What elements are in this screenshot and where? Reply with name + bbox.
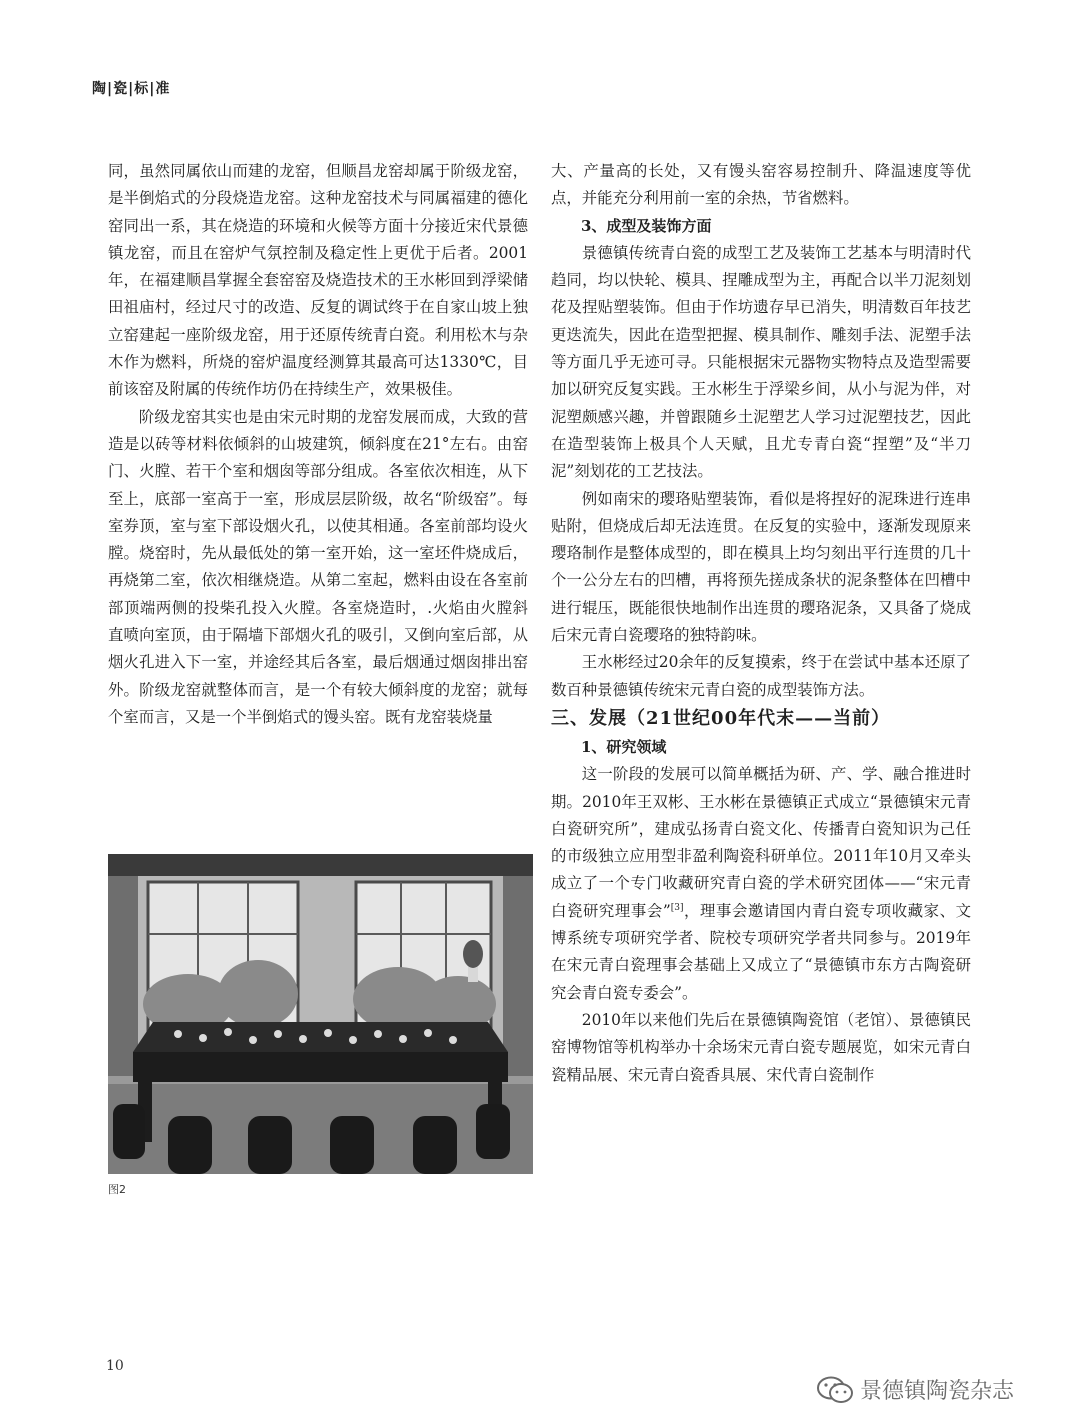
paragraph: 同，虽然同属依山而建的龙窑，但顺昌龙窑却属于阶级龙窑，是半倒焰式的分段烧造龙窑。这种龙窑技术与同属福建的德化窑同出一系，其在烧造的环境和火候等方面十分接近宋代景德镇龙窑，而且在窑炉气氛控制及稳定性上更优于后者。2001年，在福建顺昌掌握全套窑窑及烧造技术的王水彬回到浮梁储田祖庙村，经过尺寸的改造、反复的调试终于在自家山坡上独立窑建起一座阶级龙窑，用于还原传统青白瓷。利用松木与杂木作为燃料，所烧的窑炉温度经测算其最高可达1330℃，目前该窑及附属的传统作坊仍在持续生产，效果极佳。 [108,162,528,399]
paragraph: 阶级龙窑其实也是由宋元时期的龙窑发展而成，大致的营造是以砖等材料依倾斜的山坡建筑，倾斜度在21°左右。由窑门、火膛、若干个室和烟囱等部分组成。各室依次相连，从下至上，底部一室高于一室，形成层层阶级，故名“阶级窑”。每室券顶，室与室下部设烟火孔，以使其相通。各室前部均设火膛。烧窑时，先从最低处的第一室开始，这一室坯件烧成后，再烧第二室，依次相继烧造。从第二室起，燃料由设在各室前部顶端两侧的投柴孔投入火膛。各室烧造时，.火焰由火膛斜直喷向室顶，由于隔墙下部烟火孔的吸引，又倒向室后部，从烟火孔进入下一室，并途经其后各室，最后烟通过烟囱排出窑外。阶级龙窑就整体而言，是一个有较大倾斜度的龙窑；就每个室而言，又是一个半倒焰式的馒头窑。既有龙窑装烧量 [108,407,528,726]
paragraph-text: ，理事会邀请国内青白瓷专项收藏家、文博系统专项研究学者、院校专项研究学者共同参与。2019年在宋元青白瓷理事会基础上又成立了“景德镇市东方古陶瓷研究会青白瓷专委会”。 [551,901,971,1002]
paragraph: 大、产量高的长处，又有馒头窑容易控制升、降温速度等优点，并能充分利用前一室的余热，节省燃料。 [551,162,971,208]
page-number: 10 [106,1358,124,1374]
figure-photo [108,854,533,1174]
running-header: 陶|瓷|标|准 [92,81,171,97]
paragraph: 景德镇传统青白瓷的成型工艺及装饰工艺基本与明清时代趋同，均以快轮、模具、捏雕成型为主，再配合以半刀泥刻划花及捏贴塑装饰。但由于作坊遗存早已消失，明清数百年技艺更迭流失，因此在造型把握、模具制作、雕刻手法、泥塑手法等方面几乎无迹可寻。只能根据宋元器物实物特点及造型需要加以研究反复实践。王水彬生于浮梁乡间，从小与泥为伴，对泥塑颇感兴趣，并曾跟随乡土泥塑艺人学习过泥塑技艺，因此在造型装饰上极具个人天赋，且尤专青白瓷“捏塑”及“半刀泥”刻划花的工艺技法。 [551,243,971,481]
footnote-reference: [3] [670,902,684,913]
paragraph: 例如南宋的璎珞贴塑装饰，看似是将捏好的泥珠进行连串贴附，但烧成后却无法连贯。在反复的实验中，逐渐发现原来璎珞制作是整体成型的，即在模具上均匀刻出平行连贯的几十个一公分左右的凹槽，再将预先搓成条状的泥条整体在凹槽中进行辊压，既能很快地制作出连贯的璎珞泥条，又具备了烧成后宋元青白瓷璎珞的独特韵味。 [551,489,971,645]
paragraph: 2010年以来他们先后在景德镇陶瓷馆（老馆）、景德镇民窑博物馆等机构举办十余场宋元青白瓷专题展览，如宋元青白瓷精品展、宋元青白瓷香具展、宋代青白瓷制作 [551,1010,971,1084]
left-column [108,158,528,731]
subsection-heading: 1、研究领域 [581,737,667,756]
tea-room-photo [108,854,533,1174]
figure-caption: 图2 [108,1183,126,1196]
watermark-text: 景德镇陶瓷杂志 [860,1379,1015,1404]
wechat-icon [816,1375,854,1405]
watermark [816,1374,1014,1405]
paragraph-text: 这一阶段的发展可以简单概括为研、产、学、融合推进时期。2010年王双彬、王水彬在景德镇正式成立“景德镇宋元青白瓷研究所”，建成弘扬青白瓷文化、传播青白瓷知识为己任的市级独立应用型非盈利陶瓷科研单位。2011年10月又牵头成立了一个专门收藏研究青白瓷的学术研究团体——“宋元青白瓷研究理事会” [551,765,971,920]
right-column [551,158,971,1089]
paragraph: 王水彬经过20余年的反复摸索，终于在尝试中基本还原了数百种景德镇传统宋元青白瓷的成型装饰方法。 [551,653,971,699]
section-heading: 三、发展（21世纪00年代末——当前） [551,707,891,729]
subsection-heading: 3、成型及装饰方面 [581,216,712,235]
paragraph [551,761,971,1007]
